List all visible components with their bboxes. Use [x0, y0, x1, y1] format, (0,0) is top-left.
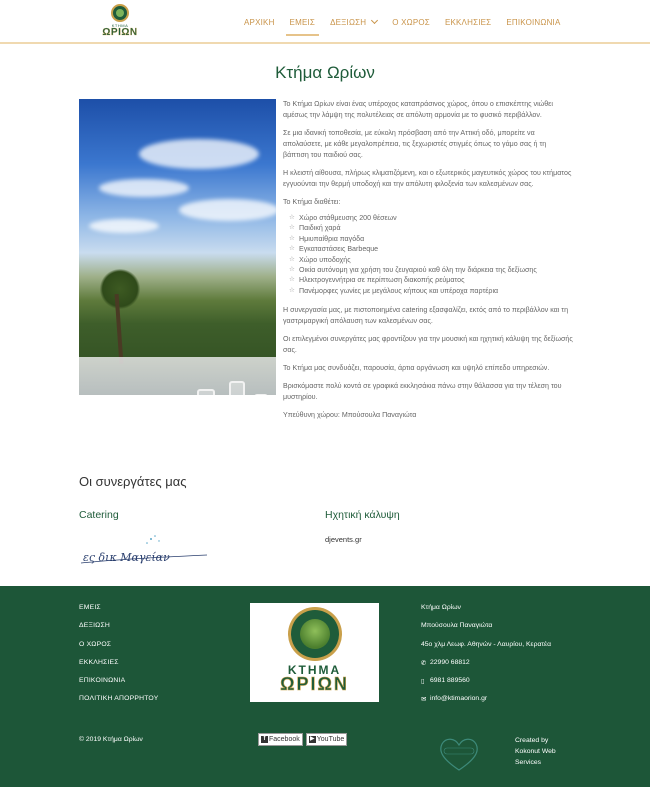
- tree-emblem-icon: [288, 607, 342, 661]
- partners-title: Οι συνεργάτες μας: [79, 474, 187, 489]
- feature-item: ☆ Παιδική χαρά: [291, 223, 573, 233]
- facebook-icon: f: [261, 736, 268, 743]
- contact-email-row[interactable]: [421, 695, 551, 713]
- envelope-icon: ✉: [421, 696, 427, 704]
- intro-paragraph: Η συνεργασία μας, με πιστοποιημένα catering εξασφαλίζει, εκτός από το περιβάλλον και τη γαστριμαργική απόλαυση των καλεσμένων σας.: [283, 306, 569, 326]
- credit-text[interactable]: Created by Kokonut Web Services: [515, 737, 556, 766]
- intro-paragraph: Το Κτήμα μας συνδυάζει, παρουσία, άρτια οργάνωση και υψηλό επίπεδο υπηρεσιών.: [283, 364, 550, 373]
- feature-item: ☆ Ημιυπαίθρια παγόδα: [291, 234, 573, 244]
- catering-logo-text: ες δικ Μαγείαν: [83, 551, 170, 564]
- feature-item: ☆ Πανέμορφες γωνίες με μεγάλους κήπους και υπέροχα παρτέρια: [291, 286, 573, 296]
- chevron-down-icon: [371, 17, 378, 24]
- intro-paragraph: Σε μια ιδανική τοποθεσία, με εύκολη πρόσβαση από την Αττική οδό, μπορείτε να απολαύσετε, με κάθε μεγαλοπρέπεια, τις ξεχωριστές στιγμές όπως το γάμο σας ή τη βάπτιση του παιδιού σας.: [283, 129, 547, 159]
- youtube-label: YouTube: [316, 736, 345, 743]
- intro-paragraph: Οι επιλεγμένοι συνεργάτες μας φροντίζουν για την μουσική και ηχητική κάλυψη της δεξίωσής σας.: [283, 335, 573, 355]
- footer-logo-line1: ΚΤΗΜΑ: [287, 663, 342, 677]
- footer-logo: [250, 603, 379, 702]
- logo-emblem-icon: [111, 4, 129, 22]
- footer-links: [79, 604, 158, 714]
- footer-link-contact[interactable]: ΕΠΙΚΟΙΝΩΝΙΑ: [79, 677, 126, 685]
- feature-item: ☆ Χώρο υποδοχής: [291, 255, 573, 265]
- mobile-icon: ▯: [421, 678, 425, 686]
- intro-paragraph: Η κλειστή αίθουσα, πλήρως κλιματιζόμενη, και ο εξωτερικός μαγευτικός χώρος του κτήματος εγγυούνται την θερμή υποδοχή και την απόλυτη φιλοξενία των καλεσμένων σας.: [283, 169, 572, 188]
- nav-item-about[interactable]: ΕΜΕΙΣ: [290, 0, 316, 44]
- site-header: [0, 0, 650, 44]
- features-heading: Το Κτήμα διαθέτει:: [283, 198, 341, 206]
- contact-address: 45ο χλμ Λεωφ. Αθηνών - Λαυρίου, Κερατέα: [421, 640, 552, 648]
- contact-phone-row[interactable]: [421, 659, 551, 677]
- catering-logo[interactable]: [79, 533, 209, 573]
- intro-paragraph: Το Κτήμα Ωρίων είναι ένας υπέροχος καταπράσινος χώρος, όπου ο επισκέπτης νιώθει αμέσως την λάμψη της πολυτέλειας σε απόλυτη αρμονία με το φυσικό περιβάλλον.: [283, 100, 553, 119]
- nav-item-churches[interactable]: ΕΚΚΛΗΣΙΕΣ: [444, 17, 492, 27]
- feature-item: ☆ Ηλεκτρογεννήτρια σε περίπτωση διακοπής ρεύματος: [291, 275, 573, 285]
- intro-paragraph: Βρισκόμαστε πολύ κοντά σε γραφικά εκκλησάκια πάνω στην θάλασσα για την τέλεση του μυστηρίου.: [283, 382, 562, 402]
- features-list: [291, 213, 573, 296]
- venue-photo: [79, 99, 276, 395]
- footer-link-venue[interactable]: Ο ΧΩΡΟΣ: [79, 640, 112, 648]
- contact-mobile: 6981 889560: [430, 677, 470, 685]
- sound-partner-link[interactable]: djevents.gr: [325, 535, 362, 544]
- sound-title: Ηχητική κάλυψη: [325, 509, 400, 521]
- nav-item-reception[interactable]: [330, 0, 377, 44]
- footer-contact: [421, 604, 551, 714]
- footer-link-reception[interactable]: ΔΕΞΙΩΣΗ: [79, 622, 110, 630]
- contact-phone: 22990 68812: [430, 658, 470, 666]
- site-logo[interactable]: [98, 4, 142, 38]
- venue-manager: Υπεύθυνη χώρου: Μπούσουλα Παναγιώτα: [283, 411, 417, 420]
- feature-item: ☆ Οικία αυτόνομη για χρήση του ζευγαριού καθ όλη την διάρκεια της δεξίωσης: [291, 265, 573, 275]
- youtube-icon: ▶: [309, 736, 315, 742]
- social-links: [258, 733, 350, 746]
- facebook-label: Facebook: [269, 736, 300, 743]
- footer-link-about[interactable]: ΕΜΕΙΣ: [79, 604, 101, 611]
- phone-icon: ✆: [421, 659, 427, 667]
- nav-item-contact[interactable]: ΕΠΙΚΟΙΝΩΝΙΑ: [506, 17, 561, 27]
- contact-person: Μπούσουλα Παναγιώτα: [421, 622, 493, 630]
- nav-item-home[interactable]: ΑΡΧΙΚΗ: [244, 17, 275, 27]
- contact-mobile-row[interactable]: [421, 677, 551, 695]
- facebook-button[interactable]: [258, 733, 303, 746]
- contact-name: Κτήμα Ωρίων: [421, 604, 461, 611]
- nav-item-venue[interactable]: Ο ΧΩΡΟΣ: [392, 17, 430, 27]
- page-title: Κτήμα Ωρίων: [275, 63, 375, 82]
- logo-small-text: ΚΤΗΜΑ: [111, 23, 129, 28]
- feature-item: ☆ Χώρο στάθμευσης 200 θέσεων: [291, 213, 573, 223]
- main-nav: [244, 0, 576, 44]
- footer-link-churches[interactable]: ΕΚΚΛΗΣΙΕΣ: [79, 658, 119, 666]
- copyright: © 2019 Κτήμα Ωρίων: [79, 736, 143, 743]
- footer-logo-line2: ΩΡΙΩΝ: [280, 674, 349, 694]
- catering-title: Catering: [79, 509, 119, 521]
- nav-item-reception-label: ΔΕΞΙΩΣΗ: [330, 17, 367, 27]
- contact-email: info@ktimaorion.gr: [430, 695, 488, 703]
- site-footer: [0, 586, 650, 787]
- kokonut-heart-icon[interactable]: [436, 734, 482, 774]
- youtube-button[interactable]: [306, 733, 348, 746]
- logo-big-text: ΩΡΙΩΝ: [102, 27, 138, 38]
- intro-text: [283, 99, 573, 428]
- feature-item: ☆ Εγκαταστάσεις Barbeque: [291, 244, 573, 254]
- footer-link-privacy[interactable]: ΠΟΛΙΤΙΚΗ ΑΠΟΡΡΗΤΟΥ: [79, 695, 159, 703]
